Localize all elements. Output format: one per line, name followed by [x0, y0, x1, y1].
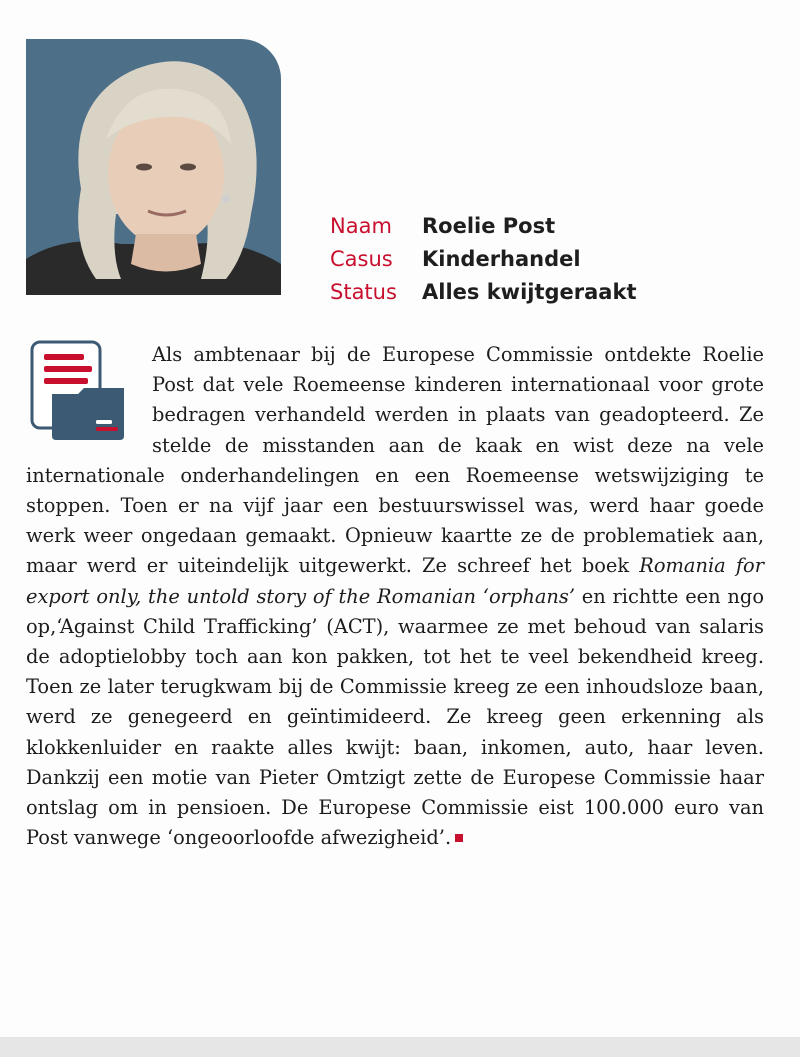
- book-title: Romania for export only, the untold story of the Romanian ‘orphans’: [26, 554, 764, 608]
- fact-label: Naam: [330, 214, 392, 238]
- fact-value: Kinderhandel: [422, 247, 581, 271]
- fact-value: Roelie Post: [422, 214, 556, 238]
- article-body: [26, 340, 764, 853]
- fact-value: Alles kwijtgeraakt: [422, 280, 637, 304]
- fact-row-name: [330, 210, 636, 243]
- fact-label: Status: [330, 280, 397, 304]
- fact-row-status: [330, 276, 636, 309]
- fact-label: Casus: [330, 247, 393, 271]
- profile-facts: [330, 210, 636, 309]
- person-photo-icon: [26, 39, 281, 295]
- bottom-strip: [0, 1037, 800, 1057]
- end-of-article-mark: [455, 834, 463, 842]
- icon-spacer: [26, 340, 152, 456]
- article-text-part1: Als ambtenaar bij de Europese Commissie ontdekte Roelie Post dat vele Roemeense kinderen internationaal voor grote bedragen verhandeld werden in plaats van geadopteerd. Ze stelde de misstanden aan de kaak en wist deze na vele internationale onderhandelingen en een Roemeense wetswijziging te stoppen. Toen er na vijf jaar een bestuurswissel was, werd haar goede werk weer ongedaan gemaakt. Opnieuw kaartte ze de problematiek aan, maar werd er uiteindelijk uitgewerkt. Ze schreef het boek: [26, 343, 764, 578]
- portrait-photo: [26, 39, 281, 295]
- article-text-part2: en richtte een ngo op,‘Against Child Trafficking’ (ACT), waarmee ze met behoud van salaris de adoptielobby toch aan kon pakken, tot het te veel bekendheid kreeg. Toen ze later terugkwam bij de Commissie kreeg ze een inhoudsloze baan, werd ze genegeerd en geïntimideerd. Ze kreeg geen erkenning als klokkenluider en raakte alles kwijt: baan, inkomen, auto, haar leven. Dankzij een motie van Pieter Omtzigt zette de Europese Commissie haar ontslag om in pensioen. De Europese Commissie eist 100.000 euro van Post vanwege ‘ongeoorloofde afwezigheid’.: [26, 584, 765, 850]
- fact-row-case: [330, 243, 636, 276]
